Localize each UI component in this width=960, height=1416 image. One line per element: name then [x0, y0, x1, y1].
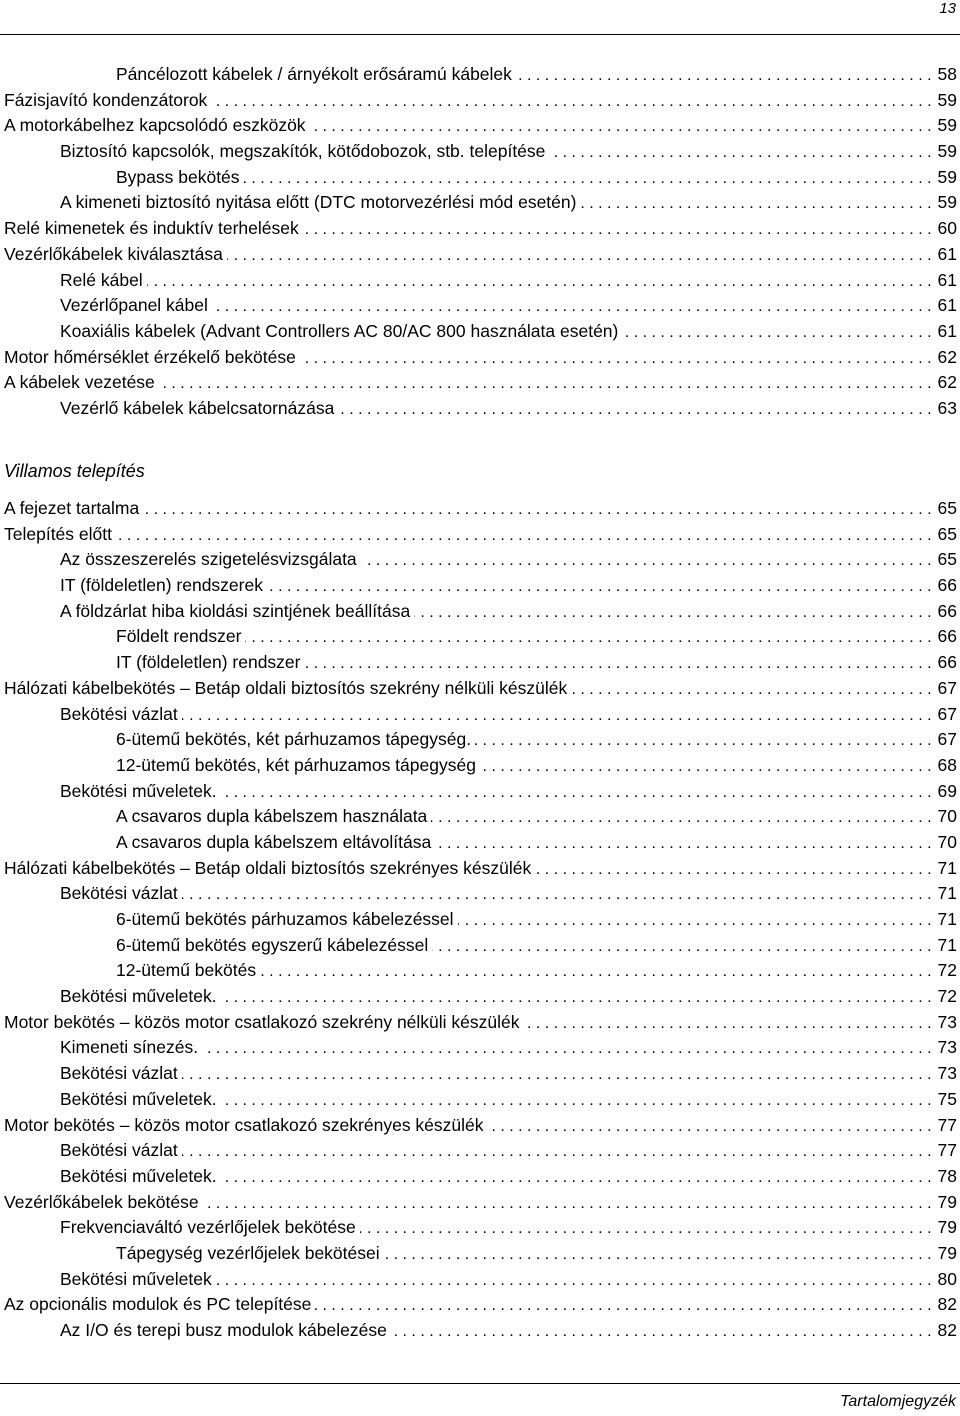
toc-dot-leader: [202, 1036, 931, 1062]
toc-entry-title: 12-ütemű bekötés: [116, 960, 257, 981]
toc-entry-title: Hálózati kábelbekötés – Betáp oldali biztosítós szekrényes készülék: [4, 857, 532, 878]
toc-entry[interactable]: [0, 190, 957, 216]
toc-dot-leader: [267, 574, 932, 600]
toc-entry-title: Hálózati kábelbekötés – Betáp oldali biztosítós szekrény nélküli készülék: [4, 677, 568, 698]
toc-entry-title: Biztosító kapcsolók, megszakítók, kötődobozok, stb. telepítése: [60, 141, 546, 162]
toc-entry[interactable]: [0, 984, 957, 1010]
toc-entry-page: 61: [937, 269, 957, 290]
toc-list-part2: [0, 496, 957, 1344]
toc-entry-title: Relé kábel: [60, 269, 143, 290]
toc-entry-title: Vezérlőpanel kábel: [60, 295, 208, 316]
toc-entry[interactable]: [0, 293, 957, 319]
toc-entry-title: 6-ütemű bekötés, két párhuzamos tápegység.: [116, 729, 472, 750]
toc-entry-title: Vezérlő kábelek kábelcsatornázása: [60, 397, 335, 418]
toc-entry-page: 79: [937, 1217, 957, 1238]
toc-entry-page: 60: [937, 218, 957, 239]
toc-entry[interactable]: [0, 268, 957, 294]
toc-dot-leader: [391, 1319, 932, 1345]
toc-entry-page: 73: [937, 1063, 957, 1084]
section-heading: Villamos telepítés: [4, 461, 145, 481]
toc-entry-title: Tápegység vezérlőjelek bekötései: [116, 1242, 380, 1263]
toc-dot-leader: [221, 1165, 932, 1191]
toc-dot-leader: [300, 346, 932, 372]
toc-entry-page: 69: [937, 780, 957, 801]
toc-entry-title: Fázisjavító kondenzátorok: [4, 89, 208, 110]
toc-entry-page: 58: [937, 64, 957, 84]
toc-entry[interactable]: [0, 1061, 957, 1087]
toc-entry-page: 72: [937, 986, 957, 1007]
toc-dot-leader: [182, 1139, 932, 1165]
toc-dot-leader: [216, 1268, 932, 1294]
toc-entry[interactable]: [0, 242, 957, 268]
toc-dot-leader: [147, 269, 932, 295]
toc-entry-title: A földzárlat hiba kioldási szintjének beállítása: [60, 600, 411, 621]
toc-entry-title: Relé kimenetek és induktív terhelések: [4, 218, 299, 239]
toc-dot-leader: [384, 1242, 932, 1268]
toc-entry-page: 82: [937, 1320, 957, 1340]
toc-dot-leader: [260, 959, 931, 985]
toc-entry[interactable]: [0, 319, 957, 345]
toc-dot-leader: [361, 548, 932, 574]
toc-entry-page: 61: [937, 243, 957, 264]
page-number: 13: [939, 0, 956, 17]
toc-entry-title: Az I/O és terepi busz modulok kábelezése: [60, 1320, 387, 1340]
toc-entry-page: 67: [937, 703, 957, 724]
toc-entry[interactable]: [0, 496, 957, 522]
toc-entry[interactable]: [0, 1164, 957, 1190]
toc-entry-page: 59: [937, 89, 957, 110]
toc-dot-leader: [221, 1088, 932, 1114]
toc-entry-title: Vezérlőkábelek bekötése: [4, 1191, 199, 1212]
toc-entry-title: Bekötési műveletek.: [60, 780, 217, 801]
toc-dot-leader: [360, 1216, 932, 1242]
toc-dot-leader: [338, 397, 931, 423]
toc-dot-leader: [182, 882, 932, 908]
toc-entry-page: 73: [937, 1011, 957, 1032]
toc-entry-page: 75: [937, 1088, 957, 1109]
toc-entry[interactable]: [0, 88, 957, 114]
toc-dot-leader: [221, 780, 932, 806]
toc-entry-title: Motor bekötés – közös motor csatlakozó szekrény nélküli készülék: [4, 1011, 520, 1032]
toc-entry[interactable]: [0, 1138, 957, 1164]
toc-dot-leader: [475, 728, 931, 754]
toc-entry[interactable]: [0, 958, 957, 984]
footer-label: Tartalomjegyzék: [840, 1393, 956, 1410]
toc-entry-title: Bekötési műveletek.: [60, 1088, 217, 1109]
toc-entry-page: 63: [937, 397, 957, 418]
toc-dot-leader: [488, 1114, 932, 1140]
toc-entry-title: 6-ütemű bekötés párhuzamos kábelezéssel: [116, 909, 454, 929]
toc-dot-leader: [414, 600, 931, 626]
toc-entry-page: 62: [937, 372, 957, 393]
toc-entry[interactable]: [0, 753, 957, 779]
toc-entry-title: Bypass bekötés: [116, 166, 240, 187]
toc-dot-leader: [622, 320, 931, 346]
toc-entry-title: Az összeszerelés szigetelésvizsgálata: [60, 549, 357, 570]
toc-entry[interactable]: [0, 830, 957, 856]
toc-dot-leader: [549, 140, 931, 166]
toc-entry-title: A csavaros dupla kábelszem eltávolítása: [116, 831, 432, 852]
toc-entry[interactable]: [0, 165, 957, 191]
toc-entry-title: IT (földeletlen) rendszer: [116, 652, 301, 673]
toc-dot-leader: [221, 985, 932, 1011]
toc-dot-leader: [480, 754, 932, 780]
toc-entry-title: Bekötési vázlat: [60, 703, 178, 724]
toc-entry[interactable]: [0, 933, 957, 959]
toc-entry-title: Bekötési vázlat: [60, 883, 178, 904]
toc-dot-leader: [435, 831, 931, 857]
toc-entry-page: 66: [937, 626, 957, 647]
toc-dot-leader: [432, 934, 931, 960]
toc-entry-page: 79: [937, 1191, 957, 1212]
toc-entry[interactable]: [0, 345, 957, 371]
toc-dot-leader: [182, 703, 932, 729]
toc-entry-page: 71: [937, 883, 957, 904]
toc-dot-leader: [212, 294, 932, 320]
toc-entry[interactable]: [0, 1215, 957, 1241]
toc-entry[interactable]: [0, 1113, 957, 1139]
toc-entry-page: 61: [937, 320, 957, 341]
toc-entry-page: 65: [937, 498, 957, 518]
toc-entry-title: Bekötési vázlat: [60, 1063, 178, 1084]
toc-entry[interactable]: [0, 522, 957, 548]
toc-entry-title: A fejezet tartalma: [4, 498, 140, 518]
toc-entry-page: 78: [937, 1165, 957, 1186]
toc-entry[interactable]: [0, 62, 957, 88]
toc-entry[interactable]: [0, 113, 957, 139]
footer-rule: [0, 1383, 960, 1384]
toc-entry[interactable]: [0, 573, 957, 599]
toc-entry-page: 66: [937, 575, 957, 596]
toc-entry[interactable]: [0, 804, 957, 830]
toc-entry-title: Motor bekötés – közös motor csatlakozó szekrényes készülék: [4, 1114, 484, 1135]
toc-dot-leader: [571, 677, 931, 703]
toc-entry-title: 6-ütemű bekötés egyszerű kábelezéssel: [116, 934, 429, 955]
toc-entry-title: A csavaros dupla kábelszem használata: [116, 806, 428, 827]
toc-dot-leader: [182, 1062, 932, 1088]
toc-entry[interactable]: [0, 1010, 957, 1036]
toc-entry-page: 66: [937, 652, 957, 673]
toc-entry[interactable]: [0, 676, 957, 702]
toc-entry-title: Motor hőmérséklet érzékelő bekötése: [4, 346, 296, 367]
toc-entry-title: Koaxiális kábelek (Advant Controllers AC 80/AC 800 használata esetén): [60, 320, 619, 341]
toc-entry[interactable]: [0, 907, 957, 933]
toc-list-part1: [0, 62, 957, 422]
toc-entry-page: 72: [937, 960, 957, 981]
toc-entry-page: 59: [937, 115, 957, 136]
toc-entry-title: Bekötési műveletek: [60, 1268, 212, 1289]
toc-entry[interactable]: [0, 624, 957, 650]
toc-entry[interactable]: [0, 1190, 957, 1216]
toc-entry-title: Páncélozott kábelek / árnyékolt erősáramú kábelek: [116, 64, 512, 84]
toc-entry-page: 59: [937, 166, 957, 187]
toc-dot-leader: [159, 371, 932, 397]
toc-entry[interactable]: [0, 139, 957, 165]
toc-entry-page: 71: [937, 909, 957, 929]
toc-dot-leader: [244, 166, 932, 192]
toc-entry-title: IT (földeletlen) rendszerek: [60, 575, 263, 596]
toc-entry[interactable]: [0, 396, 957, 422]
toc-dot-leader: [516, 63, 932, 89]
toc-entry[interactable]: [0, 779, 957, 805]
toc-dot-leader: [227, 243, 932, 269]
toc-dot-leader: [303, 217, 932, 243]
toc-entry-page: 59: [937, 192, 957, 213]
toc-entry[interactable]: [0, 216, 957, 242]
toc-entry-title: Az opcionális modulok és PC telepítése: [4, 1294, 312, 1315]
toc-entry[interactable]: [0, 856, 957, 882]
toc-entry-title: Kimeneti sínezés.: [60, 1037, 199, 1058]
toc-entry-title: A kábelek vezetése: [4, 372, 155, 393]
toc-entry-page: 80: [937, 1268, 957, 1289]
toc-entry-page: 71: [937, 857, 957, 878]
toc-entry[interactable]: [0, 1035, 957, 1061]
toc-entry[interactable]: [0, 1241, 957, 1267]
toc-entry-page: 68: [937, 754, 957, 775]
toc-entry[interactable]: [0, 547, 957, 573]
toc-dot-leader: [310, 114, 932, 140]
toc-entry[interactable]: [0, 881, 957, 907]
toc-entry-title: Bekötési műveletek.: [60, 1165, 217, 1186]
toc-entry-title: Bekötési műveletek.: [60, 986, 217, 1007]
toc-dot-leader: [524, 1011, 932, 1037]
toc-entry-page: 67: [937, 729, 957, 750]
toc-entry[interactable]: [0, 1267, 957, 1293]
toc-entry[interactable]: [0, 1087, 957, 1113]
toc-entry-page: 59: [937, 141, 957, 162]
toc-dot-leader: [116, 523, 932, 549]
toc-entry-title: Telepítés előtt: [4, 523, 112, 544]
toc-entry-page: 65: [937, 523, 957, 544]
toc-dot-leader: [305, 651, 932, 677]
toc-entry-title: Frekvenciaváltó vezérlőjelek bekötése: [60, 1217, 356, 1238]
toc-entry-title: Földelt rendszer: [116, 626, 242, 647]
toc-entry-title: Bekötési vázlat: [60, 1140, 178, 1161]
toc-entry-page: 70: [937, 831, 957, 852]
toc-entry-page: 73: [937, 1037, 957, 1058]
toc-entry-page: 67: [937, 677, 957, 698]
toc-dot-leader: [458, 908, 932, 934]
toc-dot-leader: [315, 1293, 931, 1319]
toc-entry[interactable]: [0, 702, 957, 728]
toc-entry[interactable]: [0, 1318, 957, 1344]
toc-entry[interactable]: [0, 370, 957, 396]
toc-entry-title: Vezérlőkábelek kiválasztása: [4, 243, 223, 264]
toc-entry[interactable]: [0, 650, 957, 676]
header-rule: [0, 34, 960, 35]
toc-entry-page: 66: [937, 600, 957, 621]
toc-entry-title: A motorkábelhez kapcsolódó eszközök: [4, 115, 306, 136]
toc-entry-page: 77: [937, 1140, 957, 1161]
toc-entry-title: 12-ütemű bekötés, két párhuzamos tápegység: [116, 754, 476, 775]
toc-entry-page: 79: [937, 1242, 957, 1263]
toc-dot-leader: [203, 1191, 932, 1217]
toc-entry-page: 70: [937, 806, 957, 827]
toc-entry-page: 65: [937, 549, 957, 570]
toc-dot-leader: [580, 191, 931, 217]
toc-dot-leader: [143, 497, 931, 523]
toc-entry-page: 77: [937, 1114, 957, 1135]
toc-entry[interactable]: [0, 599, 957, 625]
toc-entry-title: A kimeneti biztosító nyitása előtt (DTC motorvezérlési mód esetén): [60, 192, 577, 213]
toc-dot-leader: [535, 857, 931, 883]
toc-entry-page: 82: [937, 1294, 957, 1315]
toc-entry[interactable]: [0, 727, 957, 753]
toc-entry[interactable]: [0, 1292, 957, 1318]
toc-entry-page: 61: [937, 295, 957, 316]
toc-entry-page: 62: [937, 346, 957, 367]
toc-entry-page: 71: [937, 934, 957, 955]
toc-dot-leader: [431, 805, 931, 831]
toc-dot-leader: [245, 625, 931, 651]
toc-dot-leader: [211, 89, 931, 115]
